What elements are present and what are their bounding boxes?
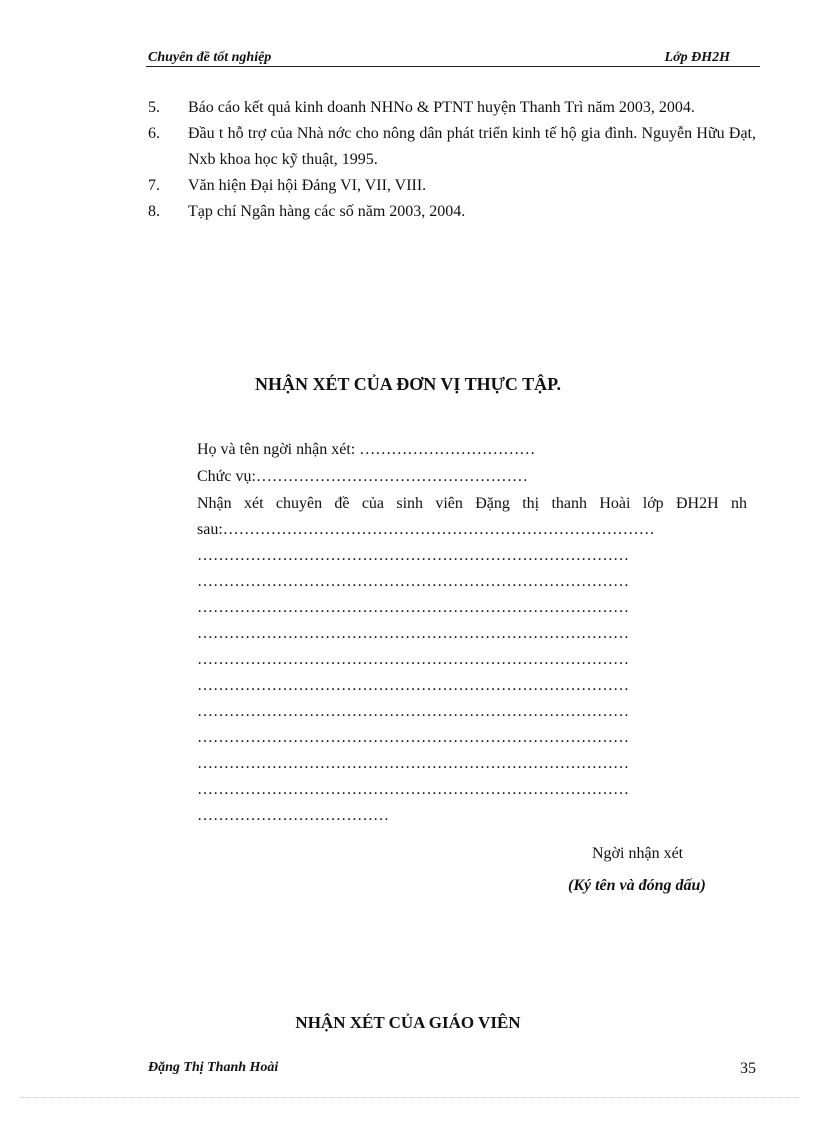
reference-text: Đầu t hỗ trợ của Nhà nớc cho nông dân phát triển kinh tế hộ gia đình. Nguyễn Hữu Đạt, Nxb khoa học kỹ thuật, 1995. [188,125,756,168]
comment-dot-line: ……………………………………………………………………… [197,573,629,590]
evaluation-form [197,437,747,829]
comment-dot-line: ……………………………………………………………………… [197,755,629,772]
section-title-teacher: NHẬN XÉT CỦA GIÁO VIÊN [295,1013,521,1032]
reference-item [148,95,756,121]
reference-item [148,121,756,173]
comment-dot-line: ……………………………………………………………………… [197,599,629,616]
evaluator-name-line: Họ và tên ngời nhận xét: …………………………… [197,441,536,458]
comment-dot-line: ……………………………………………………………………… [197,677,629,694]
footer-author: Đặng Thị Thanh Hoài [148,1060,279,1075]
signer-label: Ngời nhận xét [592,845,684,862]
reference-number: 5. [148,99,160,116]
header-class-name: Lớp ĐH2H [664,50,730,65]
section-title-internship-unit: NHẬN XÉT CỦA ĐƠN VỊ THỰC TẬP. [255,374,561,394]
comment-dot-line: ……………………………… [197,807,389,824]
comment-intro-line: Nhận xét chuyên đề của sinh viên Đặng thị thanh Hoài lớp ĐH2H nh sau:……………………………………………………………………… [197,495,747,538]
page-number: 35 [740,1060,756,1077]
reference-number: 7. [148,177,160,194]
evaluator-position-line: Chức vụ:…………………………………………… [197,468,528,485]
signer-note: (Ký tên và đóng dấu) [568,877,706,894]
reference-text: Báo cáo kết quả kinh doanh NHNo & PTNT huyện Thanh Trì năm 2003, 2004. [188,99,695,116]
reference-item [148,173,756,199]
comment-dot-line: ……………………………………………………………………… [197,547,629,564]
reference-list [148,95,756,225]
reference-number: 6. [148,125,160,142]
header-course-title: Chuyên đề tốt nghiệp [148,50,272,65]
comment-dot-line: ……………………………………………………………………… [197,729,629,746]
reference-text: Văn hiện Đại hội Đảng VI, VII, VIII. [188,177,427,194]
reference-item [148,199,756,225]
comment-dot-line: ……………………………………………………………………… [197,625,629,642]
page-header [146,50,760,67]
page-bottom-divider [20,1097,800,1098]
reference-text: Tạp chí Ngân hàng các số năm 2003, 2004. [188,203,466,220]
comment-dot-line: ……………………………………………………………………… [197,651,629,668]
comment-dot-line: ……………………………………………………………………… [197,781,629,798]
comment-dot-line: ……………………………………………………………………… [197,703,629,720]
reference-number: 8. [148,203,160,220]
